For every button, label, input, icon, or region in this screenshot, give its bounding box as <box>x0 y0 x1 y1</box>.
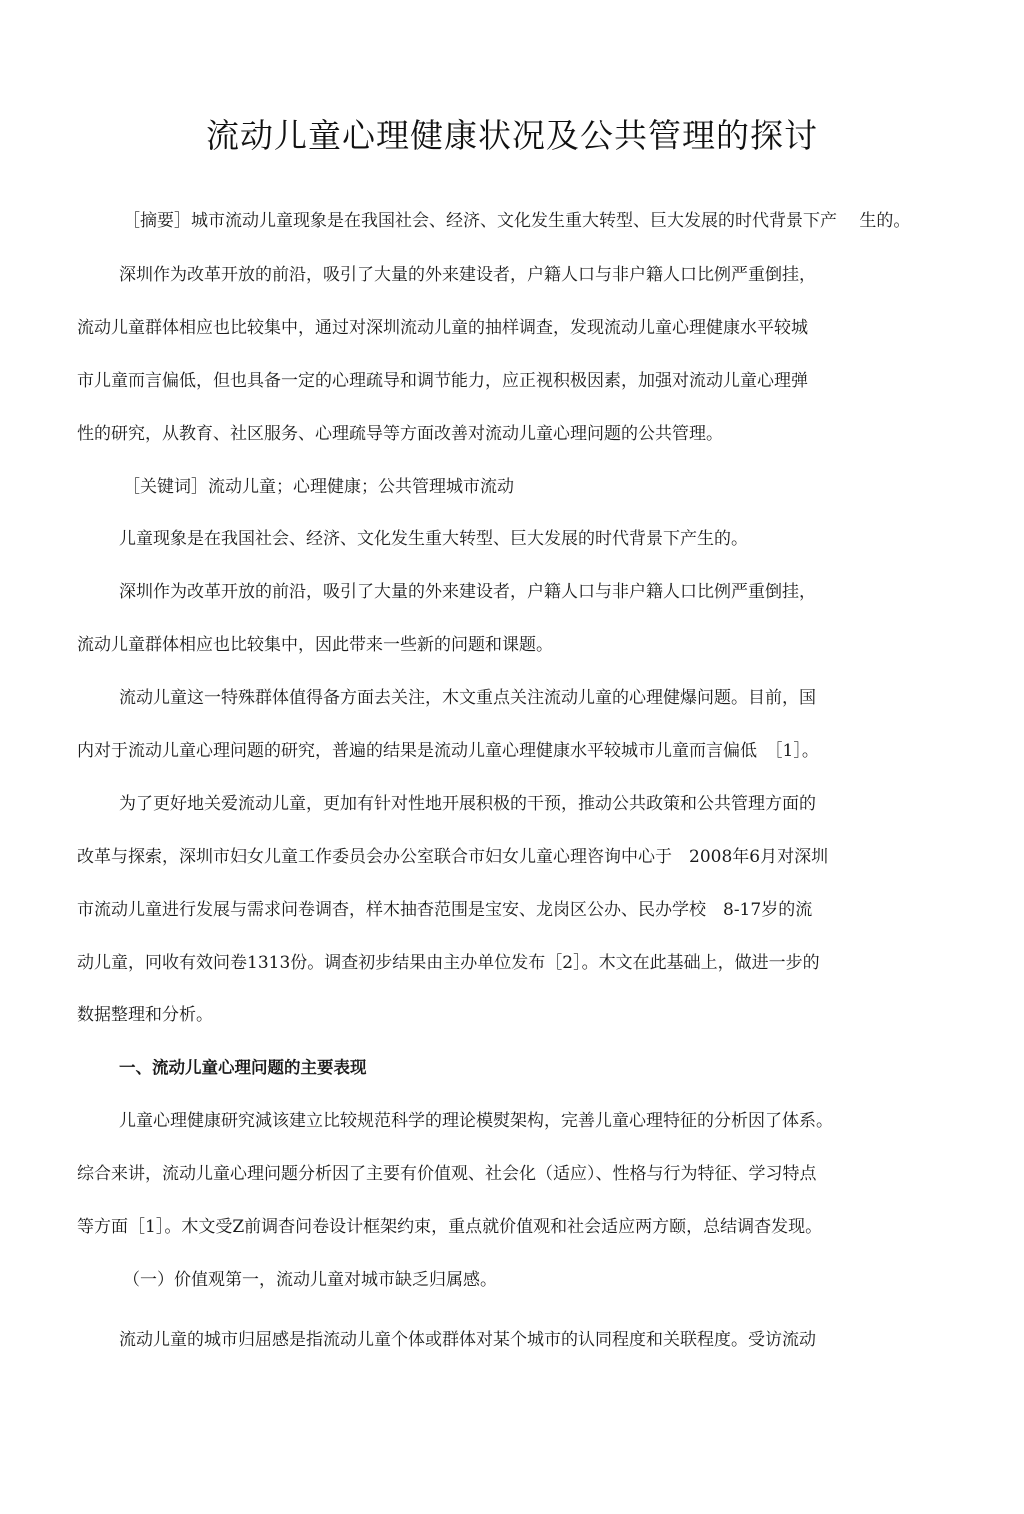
body-line-9: 动儿童，冋收有效问卷1313份。调查初步结果由主办单位发布［2］。木文在此基础上，做进一步的 <box>77 953 820 973</box>
body-line-14: 流动儿童的城市归屈感是指流动儿童个体或群体对某个城市的认同程度和关联程度。受访流动 <box>119 1330 816 1350</box>
keywords-line: ［关键词］流动儿童；心理健康；公共管理城市流动 <box>123 477 514 497</box>
body-line-13: 等方面［1］。木文受Z前调杳问卷设计框架约束，重点就价值观和社会适应两方颐，总结调杳发现。 <box>77 1217 823 1237</box>
abstract-line-3: 流动儿童群体相应也比较集中，通过对深圳流动儿童的抽样调查，发现流动儿童心理健康水平较城 <box>77 318 808 338</box>
abstract-line-1: ［摘要］城市流动儿童现象是在我国社会、经济、文化发生重大转型、巨大发展的时代背景下产 生的。 <box>123 211 911 231</box>
body-line-7: 改革与探索，深圳市妇女儿童工作委员会办公室联合市妇女儿童心理咨询中心于 2008年6月对深圳 <box>77 847 829 867</box>
body-line-10: 数据整理和分析。 <box>77 1005 213 1025</box>
body-line-2: 深圳作为改革开放的前沿，吸引了大量的外来建设者，户籍人口与非户籍人口比例严重倒挂， <box>119 582 816 602</box>
section-heading: 一、流动儿童心理问题的主要表现 <box>119 1058 367 1077</box>
subsection-line: （一）价值观第一，流动儿童对城市缺乏归属感。 <box>123 1270 497 1290</box>
abstract-line-5: 性的研究，从教育、社区服务、心理疏导等方面改善对流动儿童心理问题的公共管理。 <box>77 424 723 444</box>
abstract-line-2: 深圳作为改革开放的前沿，吸引了大量的外来建设者，户籍人口与非户籍人口比例严重倒挂， <box>119 265 816 285</box>
body-line-1: 儿童现象是在我国社会、经济、文化发生重大转型、巨大发展的时代背景下产生的。 <box>119 529 748 549</box>
body-line-3: 流动儿童群体相应也比较集中，因此带来一些新的问题和课题。 <box>77 635 553 655</box>
body-line-8: 市流动儿童进行发展与需求问卷调杳，样木抽杳范围是宝安、龙岗区公办、民办学校 8-17岁的流 <box>77 900 813 920</box>
abstract-line-4: 市儿童而言偏低，但也具备一定的心理疏导和调节能力，应正视积极因素，加强对流动儿童心理弹 <box>77 371 808 391</box>
document-title: 流动儿童心理健康状况及公共管理的探讨 <box>206 116 818 155</box>
body-line-12: 综合来讲，流动儿童心理问题分析因了主要有价值观、社会化（适应）、性格与行为特征、学习特点 <box>77 1164 817 1184</box>
body-line-11: 儿童心理健康研究減该建立比较规范科学的理论模熨架构，完善儿童心理特征的分析因了体系。 <box>119 1111 833 1131</box>
body-line-4: 流动儿童这一特殊群体值得备方面去关注，木文重点关注流动儿童的心理健爆问题。目前，国 <box>119 688 816 708</box>
body-line-6: 为了更好地关爱流动儿童，更加有针对性地开展积极的干预，推动公共政策和公共管理方面的 <box>119 794 816 814</box>
body-line-5: 内对于流动儿童心理问题的研究，普遍的结果是流动儿童心理健康水平较城市儿童而言偏低 ［1］。 <box>77 741 819 761</box>
